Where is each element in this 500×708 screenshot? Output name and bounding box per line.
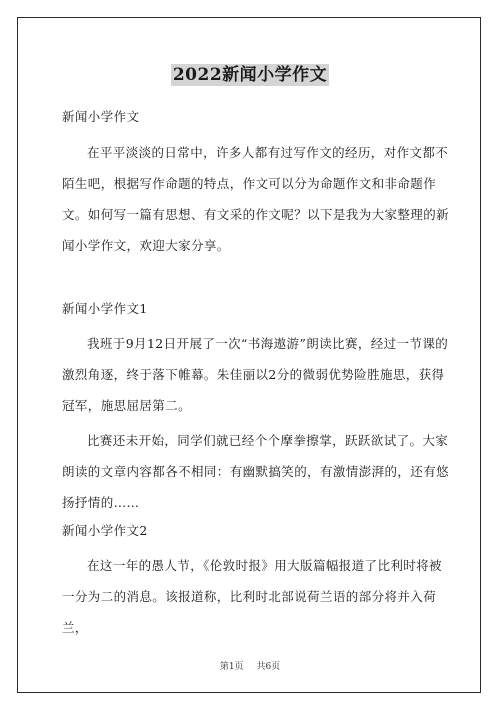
section-heading-1: 新闻小学作文1 bbox=[62, 301, 148, 316]
page-total: 共6页 bbox=[256, 662, 281, 672]
paragraph-intro: 在平平淡淡的日常中，许多人都有过写作文的经历，对作文都不陌生吧，根据写作命题的特点，作文可以分为命题作文和非命题作文。如何写一篇有思想、有文采的作文呢？以下是我为大家整理的新闻小学作文，欢迎大家分享。 bbox=[62, 145, 450, 253]
document-body bbox=[62, 108, 452, 643]
title-wrap bbox=[0, 64, 500, 86]
paragraph-1-2: 比赛还未开始，同学们就已经个个摩拳擦掌，跃跃欲试了。大家朗读的文章内容都各不相同：有幽默搞笑的，有激情澎湃的，还有悠扬抒情的…… bbox=[62, 433, 450, 510]
page-footer bbox=[0, 659, 500, 672]
paragraph-1-1: 我班于9月12日开展了一次“书海遨游”朗读比赛，经过一节课的激烈角逐，终于落下帷幕。朱佳丽以2分的微弱优势险胜施思，获得冠军，施思屈居第二。 bbox=[62, 336, 449, 413]
paragraph-2-1: 在这一年的愚人节，《伦敦时报》用大版篇幅报道了比利时将被一分为二的消息。该报道称，比利时北部说荷兰语的部分将并入荷兰， bbox=[62, 558, 442, 635]
document-title: 2022新闻小学作文 bbox=[172, 65, 328, 85]
page-number: 第1页 bbox=[219, 662, 244, 672]
section-heading-2: 新闻小学作文2 bbox=[62, 523, 148, 538]
section-heading-intro: 新闻小学作文 bbox=[62, 109, 140, 124]
